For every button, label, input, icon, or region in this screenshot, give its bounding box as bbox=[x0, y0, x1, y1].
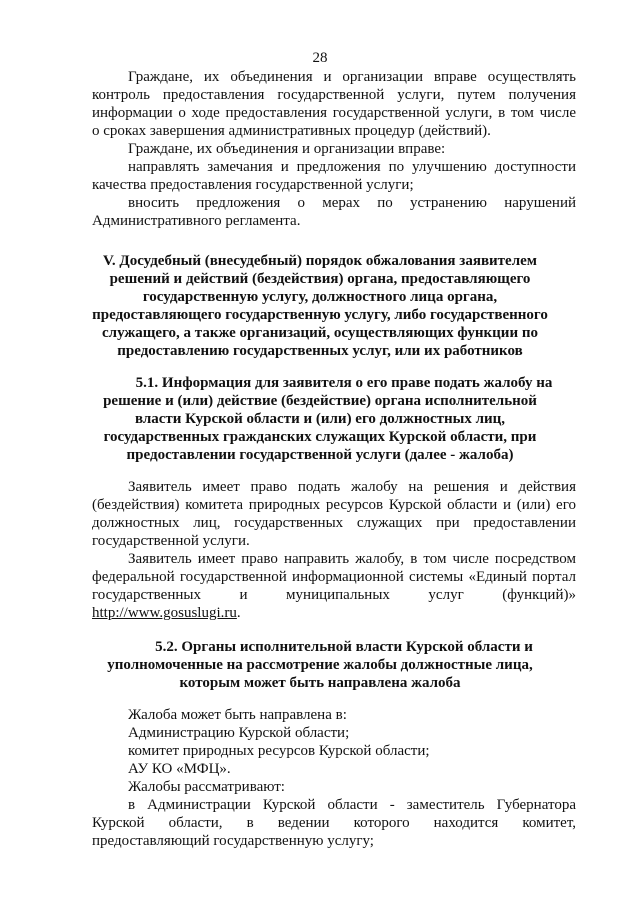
paragraph-line: Курской области, в ведении которого находится комитет, bbox=[92, 815, 576, 831]
link-line bbox=[92, 604, 576, 622]
paragraph-line: вносить предложения о мерах по устранению нарушений bbox=[128, 195, 576, 211]
paragraph-line: о сроках завершения административных процедур (действий). bbox=[92, 123, 491, 139]
paragraph-line: качества предоставления государственной услуги; bbox=[92, 177, 414, 193]
paragraph-line: контроль предоставления государственной услуги, путем получения bbox=[92, 87, 576, 103]
subsection-heading-line: решение и (или) действие (бездействие) органа исполнительной bbox=[103, 393, 537, 409]
gosuslugi-link[interactable]: http://www.gosuslugi.ru bbox=[92, 605, 237, 621]
paragraph-line: государственной услуги. bbox=[92, 533, 250, 549]
paragraph-line: должностных лиц, государственных служащих при предоставлении bbox=[92, 515, 576, 531]
subsection-heading-line: уполномоченные на рассмотрение жалобы должностные лица, bbox=[107, 657, 533, 673]
paragraph-line: Заявитель имеет право направить жалобу, в том числе посредством bbox=[128, 551, 576, 567]
paragraph-line: комитет природных ресурсов Курской области; bbox=[128, 743, 430, 759]
subsection-heading-line: которым может быть направлена жалоба bbox=[179, 675, 461, 691]
paragraph-line: Административного регламента. bbox=[92, 213, 301, 229]
paragraph-line: в Администрации Курской области - заместитель Губернатора bbox=[128, 797, 576, 813]
paragraph-line: Граждане, их объединения и организации вправе: bbox=[128, 141, 446, 157]
section-heading-line: V. Досудебный (внесудебный) порядок обжалования заявителем bbox=[102, 253, 538, 269]
subsection-heading-line: предоставлении государственной услуги (далее - жалоба) bbox=[126, 447, 514, 463]
subsection-heading-line: 5.1. Информация для заявителя о его праве подать жалобу на bbox=[135, 375, 553, 391]
section-heading-line: предоставлению государственных услуг, или их работников bbox=[117, 343, 523, 359]
page-number: 28 bbox=[312, 50, 328, 66]
paragraph-line: (бездействия) комитета природных ресурсов Курской области и (или) его bbox=[92, 497, 576, 513]
paragraph-line: государственных и муниципальных услуг (функций)» bbox=[92, 587, 576, 603]
paragraph-line: Заявитель имеет право подать жалобу на решения и действия bbox=[128, 479, 576, 495]
paragraph-line: Жалоба может быть направлена в: bbox=[128, 707, 347, 723]
paragraph-line: федеральной государственной информационной системы «Единый портал bbox=[92, 569, 576, 585]
paragraph-line: АУ КО «МФЦ». bbox=[128, 761, 231, 777]
subsection-heading-line: власти Курской области и (или) его должностных лиц, bbox=[134, 411, 506, 427]
paragraph-line: Граждане, их объединения и организации вправе осуществлять bbox=[128, 69, 576, 85]
paragraph-line: предоставляющий государственную услугу; bbox=[92, 833, 374, 849]
section-heading-line: государственную услугу, должностного лица органа, bbox=[142, 289, 498, 305]
link-tail: . bbox=[236, 605, 241, 621]
subsection-heading-line: государственных гражданских служащих Курской области, при bbox=[103, 429, 537, 445]
paragraph-line: Жалобы рассматривают: bbox=[128, 779, 285, 795]
paragraph-line: информации о ходе предоставления государственной услуги, в том числе bbox=[92, 105, 576, 121]
section-heading-line: предоставляющего государственную услугу, либо государственного bbox=[92, 307, 548, 323]
paragraph-line: направлять замечания и предложения по улучшению доступности bbox=[128, 159, 576, 175]
subsection-heading-line: 5.2. Органы исполнительной власти Курской области и bbox=[155, 639, 533, 655]
paragraph-line: Администрацию Курской области; bbox=[128, 725, 350, 741]
section-heading-line: решений и действий (бездействия) органа, предоставляющего bbox=[109, 271, 531, 287]
section-heading-line: служащего, а также организаций, осуществляющих функции по bbox=[102, 325, 538, 341]
